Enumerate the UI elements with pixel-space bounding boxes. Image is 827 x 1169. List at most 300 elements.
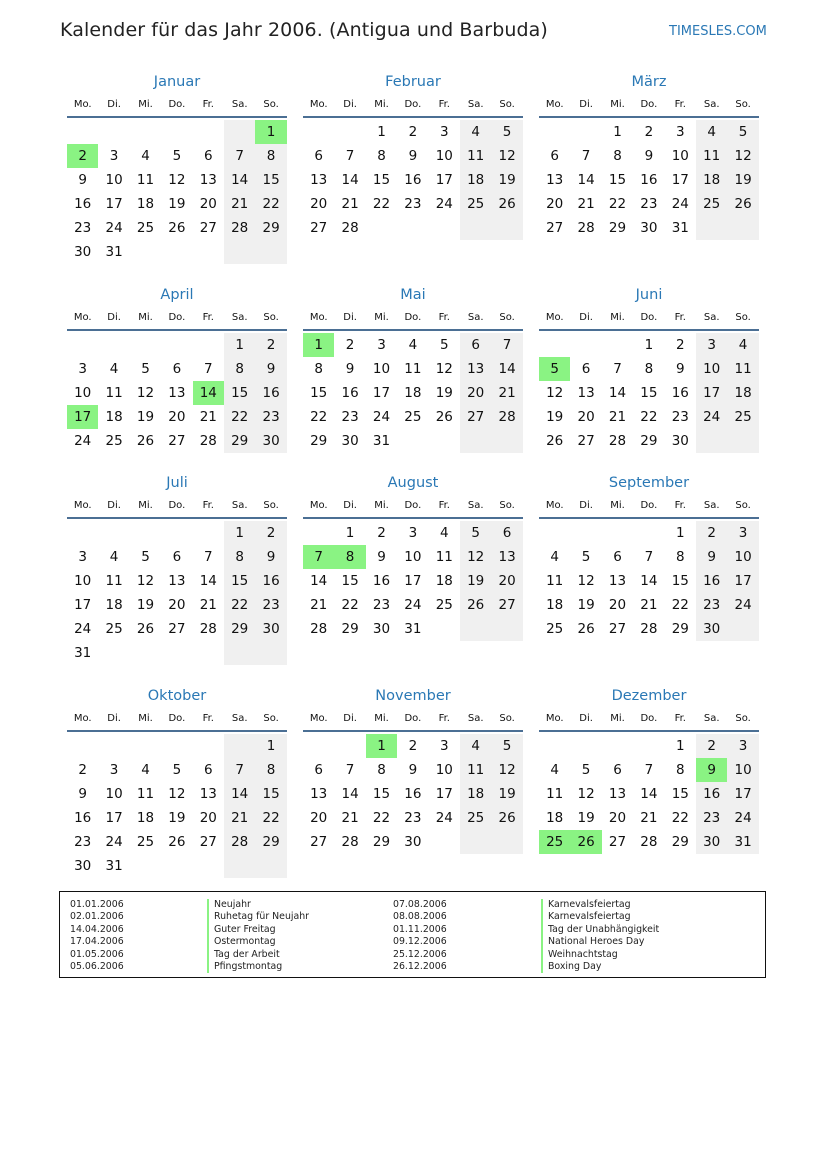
day-cell: 4 xyxy=(727,333,758,357)
day-cell: 17 xyxy=(74,597,92,613)
day-cell: 21 xyxy=(640,810,658,826)
day-cell: 9 xyxy=(675,361,685,377)
day-cell: 14 xyxy=(640,573,658,589)
day-cell: 23 xyxy=(341,409,359,425)
day-cell: 31 xyxy=(74,645,92,661)
day-cell: 11 xyxy=(460,144,491,168)
day-cell: 23 xyxy=(372,597,391,613)
day-cell: 6 xyxy=(581,361,591,377)
day-cell: 7 xyxy=(203,549,213,565)
day-cell: 20 xyxy=(199,196,217,212)
day-cell: 7 xyxy=(224,758,255,782)
day-cell: 29 xyxy=(372,834,391,850)
day-cell: 3 xyxy=(377,337,386,353)
day-cell: 11 xyxy=(727,357,758,381)
legend-holiday-name: Tag der Arbeit xyxy=(207,949,309,961)
day-cell: 14 xyxy=(224,782,255,806)
day-cell: 29 xyxy=(224,617,255,641)
day-cell: 13 xyxy=(168,385,186,401)
day-cell: 18 xyxy=(696,168,727,192)
day-cell: 12 xyxy=(168,786,186,802)
day-cell: 19 xyxy=(491,782,522,806)
day-cell: 30 xyxy=(74,858,92,874)
day-cell: 1 xyxy=(345,525,355,541)
weekday-header xyxy=(539,312,759,326)
weekday-header xyxy=(539,99,759,113)
day-cell: 27 xyxy=(199,834,217,850)
holiday-day-cell: 9 xyxy=(696,758,727,782)
day-cell: 12 xyxy=(168,172,186,188)
weekday-label: So. xyxy=(263,312,279,323)
weekday-label: Fr. xyxy=(202,500,214,511)
day-cell: 12 xyxy=(577,786,595,802)
month-name: April xyxy=(160,287,194,303)
day-cell: 22 xyxy=(372,810,391,826)
weekday-header xyxy=(539,500,759,514)
weekday-label: Mi. xyxy=(138,312,153,323)
day-cell: 7 xyxy=(345,148,355,164)
day-cell: 29 xyxy=(671,621,689,637)
day-cell: 17 xyxy=(727,569,758,593)
day-cell: 5 xyxy=(141,361,150,377)
empty-weekend-cell xyxy=(696,429,727,453)
day-cell: 27 xyxy=(608,621,627,637)
day-cell: 1 xyxy=(613,124,622,140)
day-cell: 19 xyxy=(168,810,186,826)
day-cell: 10 xyxy=(74,385,92,401)
day-cell: 14 xyxy=(577,172,595,188)
day-cell: 26 xyxy=(435,409,453,425)
day-cell: 16 xyxy=(74,810,92,826)
weekday-label: So. xyxy=(263,713,279,724)
day-cell: 26 xyxy=(168,834,186,850)
day-cell: 27 xyxy=(608,834,627,850)
day-cell: 5 xyxy=(491,120,522,144)
weekday-label: Do. xyxy=(404,500,422,511)
day-cell: 29 xyxy=(640,433,658,449)
day-cell: 18 xyxy=(727,381,758,405)
empty-weekend-cell xyxy=(224,120,255,144)
day-cell: 18 xyxy=(136,810,155,826)
weekday-label: Do. xyxy=(640,312,658,323)
day-cell: 22 xyxy=(671,810,689,826)
day-cell: 22 xyxy=(671,597,689,613)
day-cell: 20 xyxy=(199,810,217,826)
weekday-label: Mo. xyxy=(73,500,92,511)
holiday-day-cell: 14 xyxy=(193,381,224,405)
day-cell: 28 xyxy=(224,830,255,854)
weekday-label: Sa. xyxy=(703,99,720,110)
day-cell: 21 xyxy=(224,192,255,216)
day-cell: 30 xyxy=(696,830,727,854)
day-cell: 10 xyxy=(435,148,453,164)
weekday-label: Fr. xyxy=(674,312,686,323)
day-cell: 4 xyxy=(141,762,150,778)
day-cell: 8 xyxy=(377,762,386,778)
day-cell: 25 xyxy=(460,806,491,830)
legend-dates-column-2 xyxy=(393,899,447,973)
day-cell: 12 xyxy=(577,573,595,589)
day-cell: 21 xyxy=(341,810,359,826)
day-cell: 11 xyxy=(136,172,155,188)
weekday-label: So. xyxy=(735,99,751,110)
month-name: September xyxy=(608,475,690,491)
day-cell: 8 xyxy=(613,148,622,164)
day-cell: 29 xyxy=(310,433,328,449)
day-cell: 21 xyxy=(608,409,627,425)
day-cell: 1 xyxy=(255,734,286,758)
day-cell: 16 xyxy=(74,196,92,212)
day-cell: 3 xyxy=(675,124,685,140)
day-cell: 24 xyxy=(727,806,758,830)
weekday-label: Di. xyxy=(343,713,357,724)
day-cell: 5 xyxy=(141,549,150,565)
day-cell: 31 xyxy=(671,220,689,236)
day-cell: 31 xyxy=(105,858,123,874)
day-cell: 6 xyxy=(550,148,559,164)
legend-holiday-name: Ruhetag für Neujahr xyxy=(207,911,309,923)
day-cell: 13 xyxy=(577,385,595,401)
day-cell: 6 xyxy=(172,549,182,565)
day-cell: 2 xyxy=(377,525,386,541)
weekday-label: So. xyxy=(499,99,515,110)
day-cell: 15 xyxy=(341,573,359,589)
day-cell: 23 xyxy=(640,196,658,212)
day-cell: 12 xyxy=(491,758,522,782)
day-cell: 9 xyxy=(408,148,418,164)
header-rule xyxy=(67,116,287,118)
day-cell: 28 xyxy=(199,621,217,637)
day-cell: 21 xyxy=(224,806,255,830)
day-cell: 31 xyxy=(372,433,391,449)
day-cell: 17 xyxy=(727,782,758,806)
day-cell: 18 xyxy=(546,597,564,613)
holiday-day-cell: 8 xyxy=(334,545,365,569)
day-cell: 3 xyxy=(696,333,727,357)
site-link[interactable]: TIMESLES.COM xyxy=(669,24,767,39)
day-cell: 24 xyxy=(727,593,758,617)
day-cell: 9 xyxy=(377,549,386,565)
day-cell: 28 xyxy=(310,621,328,637)
day-cell: 30 xyxy=(74,244,92,260)
day-cell: 20 xyxy=(491,569,522,593)
day-cell: 27 xyxy=(491,593,522,617)
weekday-label: Sa. xyxy=(231,312,248,323)
header-rule xyxy=(539,517,759,519)
day-cell: 3 xyxy=(78,361,87,377)
day-cell: 18 xyxy=(105,597,123,613)
weekday-label: Fr. xyxy=(202,713,214,724)
month-name: Mai xyxy=(400,287,426,303)
day-cell: 26 xyxy=(491,806,522,830)
day-cell: 15 xyxy=(255,782,286,806)
day-cell: 2 xyxy=(675,337,685,353)
day-cell: 10 xyxy=(671,148,689,164)
day-cell: 23 xyxy=(671,409,689,425)
weekday-label: Mi. xyxy=(374,500,389,511)
day-cell: 3 xyxy=(439,124,449,140)
day-cell: 24 xyxy=(74,621,92,637)
holiday-legend xyxy=(59,891,766,978)
day-cell: 10 xyxy=(404,549,422,565)
day-cell: 21 xyxy=(491,381,522,405)
day-cell: 11 xyxy=(136,786,155,802)
legend-date: 09.12.2006 xyxy=(393,936,447,948)
legend-date: 05.06.2006 xyxy=(70,960,124,972)
day-cell: 7 xyxy=(644,762,654,778)
day-cell: 6 xyxy=(460,333,491,357)
weekday-label: Mo. xyxy=(545,713,564,724)
weekday-header xyxy=(303,312,523,326)
day-cell: 28 xyxy=(341,220,359,236)
day-cell: 3 xyxy=(78,549,87,565)
day-cell: 8 xyxy=(255,758,286,782)
weekday-label: Sa. xyxy=(467,713,484,724)
day-cell: 13 xyxy=(491,545,522,569)
day-cell: 22 xyxy=(224,593,255,617)
day-cell: 2 xyxy=(345,337,355,353)
day-cell: 8 xyxy=(255,144,286,168)
day-cell: 9 xyxy=(78,172,87,188)
weekday-label: Di. xyxy=(343,500,357,511)
day-cell: 2 xyxy=(408,738,418,754)
day-cell: 7 xyxy=(345,762,355,778)
weekday-label: Di. xyxy=(107,500,121,511)
day-cell: 21 xyxy=(640,597,658,613)
day-cell: 8 xyxy=(675,762,685,778)
day-cell: 2 xyxy=(408,124,418,140)
day-cell: 24 xyxy=(404,597,422,613)
weekday-label: Do. xyxy=(404,713,422,724)
weekday-label: Fr. xyxy=(202,99,214,110)
weekday-label: Di. xyxy=(579,713,593,724)
day-cell: 13 xyxy=(546,172,564,188)
day-cell: 9 xyxy=(696,545,727,569)
day-cell: 31 xyxy=(727,830,758,854)
day-cell: 24 xyxy=(435,196,453,212)
weekday-label: Mo. xyxy=(545,500,564,511)
day-cell: 27 xyxy=(546,220,564,236)
day-cell: 21 xyxy=(199,597,217,613)
day-cell: 29 xyxy=(671,834,689,850)
day-cell: 7 xyxy=(491,333,522,357)
day-cell: 13 xyxy=(168,573,186,589)
weekday-header xyxy=(303,500,523,514)
page-title: Kalender für das Jahr 2006. (Antigua und Barbuda) xyxy=(60,19,548,41)
day-cell: 8 xyxy=(644,361,654,377)
day-cell: 11 xyxy=(696,144,727,168)
day-cell: 3 xyxy=(109,762,119,778)
day-cell: 29 xyxy=(341,621,359,637)
day-cell: 11 xyxy=(546,573,564,589)
weekday-label: Di. xyxy=(579,312,593,323)
empty-weekend-cell xyxy=(460,429,491,453)
day-cell: 30 xyxy=(341,433,359,449)
day-cell: 15 xyxy=(224,569,255,593)
header-rule xyxy=(67,517,287,519)
day-cell: 25 xyxy=(460,192,491,216)
day-cell: 8 xyxy=(224,545,255,569)
day-cell: 25 xyxy=(435,597,453,613)
weekday-label: Fr. xyxy=(674,99,686,110)
day-cell: 18 xyxy=(460,168,491,192)
day-cell: 19 xyxy=(727,168,758,192)
day-cell: 3 xyxy=(408,525,418,541)
day-cell: 22 xyxy=(310,409,328,425)
day-cell: 25 xyxy=(404,409,422,425)
day-cell: 7 xyxy=(203,361,213,377)
day-cell: 14 xyxy=(224,168,255,192)
weekday-label: So. xyxy=(735,713,751,724)
day-cell: 2 xyxy=(696,734,727,758)
day-cell: 13 xyxy=(460,357,491,381)
day-cell: 15 xyxy=(372,786,391,802)
day-cell: 9 xyxy=(644,148,654,164)
day-cell: 20 xyxy=(546,196,564,212)
day-cell: 15 xyxy=(310,385,328,401)
legend-holiday-name: Guter Freitag xyxy=(207,924,309,936)
day-cell: 22 xyxy=(255,192,286,216)
day-cell: 31 xyxy=(404,621,422,637)
month-name: Juni xyxy=(635,287,663,303)
day-cell: 2 xyxy=(644,124,654,140)
weekday-label: Di. xyxy=(107,713,121,724)
day-cell: 13 xyxy=(199,786,217,802)
day-cell: 6 xyxy=(314,762,323,778)
day-cell: 22 xyxy=(341,597,359,613)
day-cell: 12 xyxy=(136,573,155,589)
day-cell: 28 xyxy=(199,433,217,449)
header-rule xyxy=(303,517,523,519)
weekday-label: Mi. xyxy=(374,713,389,724)
day-cell: 20 xyxy=(168,597,186,613)
day-cell: 21 xyxy=(310,597,328,613)
weekday-header xyxy=(67,500,287,514)
day-cell: 17 xyxy=(404,573,422,589)
day-cell: 31 xyxy=(105,244,123,260)
weekday-label: Fr. xyxy=(438,713,450,724)
weekday-label: Fr. xyxy=(202,312,214,323)
day-cell: 3 xyxy=(727,734,758,758)
legend-date: 01.01.2006 xyxy=(70,899,124,910)
weekday-label: Sa. xyxy=(467,500,484,511)
day-cell: 18 xyxy=(460,782,491,806)
day-cell: 28 xyxy=(640,621,658,637)
day-cell: 17 xyxy=(696,381,727,405)
empty-weekend-cell xyxy=(491,830,522,854)
day-cell: 4 xyxy=(109,361,119,377)
day-cell: 5 xyxy=(491,734,522,758)
weekday-label: Mo. xyxy=(309,713,328,724)
month-name: Oktober xyxy=(147,688,207,704)
weekday-label: Fr. xyxy=(438,99,450,110)
day-cell: 15 xyxy=(671,786,689,802)
day-cell: 12 xyxy=(727,144,758,168)
weekday-label: Mi. xyxy=(610,500,625,511)
day-cell: 9 xyxy=(255,545,286,569)
day-cell: 18 xyxy=(105,409,123,425)
day-cell: 2 xyxy=(696,521,727,545)
day-cell: 22 xyxy=(255,806,286,830)
day-cell: 16 xyxy=(372,573,391,589)
day-cell: 17 xyxy=(435,786,453,802)
day-cell: 15 xyxy=(255,168,286,192)
holiday-day-cell: 1 xyxy=(366,734,397,758)
empty-weekend-cell xyxy=(224,734,255,758)
day-cell: 27 xyxy=(199,220,217,236)
holiday-day-cell: 17 xyxy=(67,405,98,429)
weekday-label: Mo. xyxy=(73,312,92,323)
day-cell: 16 xyxy=(404,172,422,188)
empty-weekend-cell xyxy=(255,240,286,264)
legend-names-column-1 xyxy=(207,899,309,973)
day-cell: 11 xyxy=(105,573,123,589)
day-cell: 4 xyxy=(460,120,491,144)
day-cell: 22 xyxy=(372,196,391,212)
day-cell: 13 xyxy=(608,573,627,589)
empty-weekend-cell xyxy=(460,617,491,641)
weekday-label: Do. xyxy=(168,500,186,511)
day-cell: 20 xyxy=(310,196,328,212)
legend-dates-column-1 xyxy=(70,899,124,973)
empty-weekend-cell xyxy=(696,216,727,240)
day-cell: 5 xyxy=(439,337,449,353)
legend-holiday-name: Karnevalsfeiertag xyxy=(541,911,659,923)
day-cell: 18 xyxy=(404,385,422,401)
day-cell: 19 xyxy=(460,569,491,593)
weekday-label: Sa. xyxy=(467,99,484,110)
day-cell: 21 xyxy=(341,196,359,212)
day-cell: 11 xyxy=(546,786,564,802)
day-cell: 16 xyxy=(671,385,689,401)
day-cell: 4 xyxy=(550,762,559,778)
day-cell: 29 xyxy=(255,830,286,854)
weekday-label: Do. xyxy=(168,713,186,724)
weekday-label: So. xyxy=(263,99,279,110)
day-cell: 15 xyxy=(671,573,689,589)
day-cell: 27 xyxy=(310,220,328,236)
legend-date: 07.08.2006 xyxy=(393,899,447,910)
day-cell: 8 xyxy=(675,549,685,565)
day-cell: 6 xyxy=(491,521,522,545)
day-cell: 16 xyxy=(404,786,422,802)
day-cell: 23 xyxy=(404,196,422,212)
day-cell: 14 xyxy=(341,786,359,802)
day-cell: 11 xyxy=(460,758,491,782)
weekday-label: Sa. xyxy=(703,713,720,724)
day-cell: 16 xyxy=(255,569,286,593)
day-cell: 25 xyxy=(105,621,123,637)
weekday-label: Sa. xyxy=(231,99,248,110)
day-cell: 12 xyxy=(460,545,491,569)
month-name: August xyxy=(387,475,439,491)
day-cell: 14 xyxy=(341,172,359,188)
day-cell: 12 xyxy=(546,385,564,401)
day-cell: 29 xyxy=(255,216,286,240)
day-cell: 20 xyxy=(608,810,627,826)
weekday-label: Mo. xyxy=(545,312,564,323)
legend-date: 02.01.2006 xyxy=(70,911,124,923)
weekday-label: Mi. xyxy=(610,713,625,724)
legend-date: 08.08.2006 xyxy=(393,911,447,923)
empty-weekend-cell xyxy=(224,854,255,878)
day-cell: 14 xyxy=(640,786,658,802)
legend-date: 14.04.2006 xyxy=(70,923,124,935)
weekday-label: Do. xyxy=(640,500,658,511)
day-cell: 11 xyxy=(404,361,422,377)
holiday-day-cell: 2 xyxy=(67,144,98,168)
day-cell: 12 xyxy=(435,361,453,377)
